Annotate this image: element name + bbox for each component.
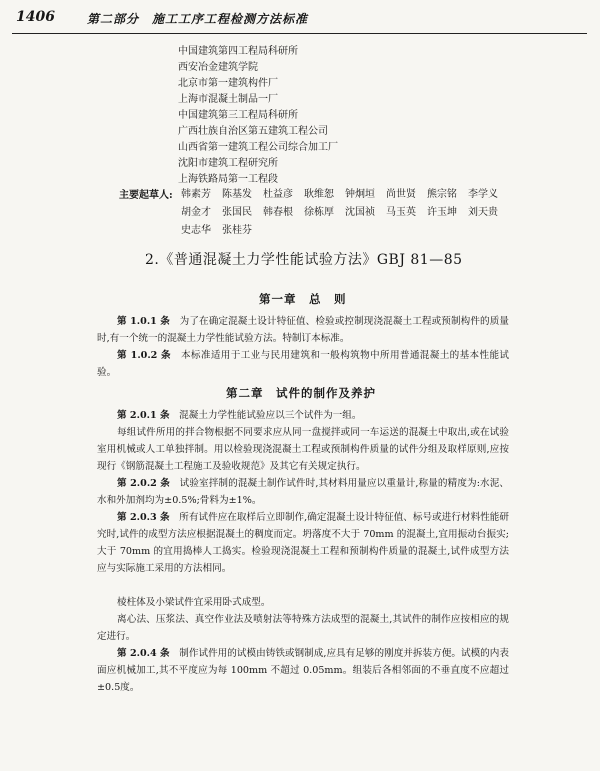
drafter-name: 张国民	[222, 207, 252, 218]
drafter-name: 张桂芬	[222, 225, 252, 236]
drafter-name: 徐栋厚	[304, 207, 334, 218]
article-number: 第 2.0.1 条	[117, 410, 170, 421]
article-text: 本标准适用于工业与民用建筑和一般构筑物中所用普通混凝土的基本性能试验。	[97, 350, 510, 378]
organization-line: 上海市混凝土制品一厂	[178, 94, 278, 105]
drafters-row	[181, 204, 511, 222]
chapter-1-title: 第一章 总 则	[259, 292, 347, 306]
article-text: 制作试件用的试模由铸铁或钢制成,应具有足够的刚度并拆装方便。试模的内表面应机械加工,其不平度应为每 100mm 不超过 0.05mm。组装后各相邻面的不垂直度不应超过±0.5度。	[97, 648, 509, 693]
drafter-name: 陈基发	[222, 189, 252, 200]
paragraph	[97, 594, 509, 611]
article-number: 第 1.0.1 条	[117, 316, 170, 327]
drafter-name: 熊宗铭	[427, 189, 457, 200]
article-number: 第 2.0.4 条	[117, 648, 170, 659]
article-number: 第 2.0.3 条	[117, 512, 170, 523]
organization-line: 广西壮族自治区第五建筑工程公司	[178, 126, 328, 137]
running-header-title: 第二部分 施工工序工程检测方法标准	[87, 12, 309, 26]
drafters-label: 主要起草人:	[119, 190, 173, 201]
organization-line: 上海铁路局第一工程段	[178, 174, 278, 185]
paragraph-text: 棱柱体及小梁试件宜采用卧式成型。	[117, 597, 271, 608]
article-number: 第 2.0.2 条	[117, 478, 170, 489]
drafters-row	[181, 186, 511, 204]
paragraph-text: 每组试件所用的拌合物根据不同要求应从同一盘搅拌或同一车运送的混凝土中取出,或在试验室用机械或人工单独拌制。用以检验现浇混凝土工程或预制构件质量的试件分组及取样原则,应按现行《钢筋混凝土工程施工及验收规范》及其它有关规定执行。	[97, 427, 509, 472]
drafter-name: 许玉坤	[427, 207, 457, 218]
drafter-name: 韩素芳	[181, 189, 211, 200]
article-2-0-4	[97, 645, 509, 696]
paragraph	[97, 424, 509, 475]
drafter-name: 尚世贤	[386, 189, 416, 200]
drafter-name: 史志华	[181, 225, 211, 236]
article-text: 为了在确定混凝土设计特征值、检验或控制现浇混凝土工程或预制构件的质量时,有一个统一的混凝土力学性能试验方法。特制订本标准。	[97, 316, 510, 344]
drafter-name: 马玉英	[386, 207, 416, 218]
page-number: 1406	[16, 9, 55, 25]
organization-line: 山西省第一建筑工程公司综合加工厂	[178, 142, 338, 153]
article-text: 混凝土力学性能试验应以三个试件为一组。	[179, 410, 362, 421]
article-text: 所有试件应在取样后立即制作,确定混凝土设计特征值、标号或进行材料性能研究时,试件的成型方法应根据混凝土的稠度而定。坍落度不大于 70mm 的混凝土,宜用振动台振实;大于 70mm 的宜用捣棒人工捣实。检验现浇混凝土工程和预制构件质量的混凝土,试件成型方法应与实际施工采用的方法相同。	[97, 512, 509, 574]
drafter-name: 韩春根	[263, 207, 293, 218]
drafter-name: 杜益彦	[263, 189, 293, 200]
organization-line: 沈阳市建筑工程研究所	[178, 158, 278, 169]
drafters-list	[181, 186, 511, 240]
drafters-row	[181, 222, 511, 240]
paragraph	[97, 611, 509, 645]
article-2-0-2	[97, 475, 509, 509]
drafter-name: 李学义	[468, 189, 498, 200]
article-2-0-3	[97, 509, 509, 577]
organization-line: 西安冶金建筑学院	[178, 62, 258, 73]
organization-line: 中国建筑第三工程局科研所	[178, 110, 298, 121]
article-text: 试验室拌制的混凝土制作试件时,其材料用量应以重量计,称量的精度为:水泥、水和外加剂均为±0.5%;骨料为±1%。	[97, 478, 510, 506]
drafter-name: 胡金才	[181, 207, 211, 218]
standard-title: 2.《普通混凝土力学性能试验方法》GBJ 81—85	[145, 252, 463, 268]
drafter-name: 刘天贵	[468, 207, 498, 218]
organization-line: 中国建筑第四工程局科研所	[178, 46, 298, 57]
article-1-0-1	[97, 313, 509, 347]
drafter-name: 沈国祯	[345, 207, 375, 218]
drafter-name: 钟炯垣	[345, 189, 375, 200]
article-1-0-2	[97, 347, 509, 381]
article-2-0-1	[97, 407, 509, 424]
organization-line: 北京市第一建筑构件厂	[178, 78, 278, 89]
header-rule	[12, 33, 587, 34]
paragraph-text: 离心法、压浆法、真空作业法及喷射法等特殊方法成型的混凝土,其试件的制作应按相应的规定进行。	[97, 614, 509, 642]
article-number: 第 1.0.2 条	[117, 350, 172, 361]
drafter-name: 耿维恕	[304, 189, 334, 200]
chapter-2-title: 第二章 试件的制作及养护	[226, 386, 376, 400]
